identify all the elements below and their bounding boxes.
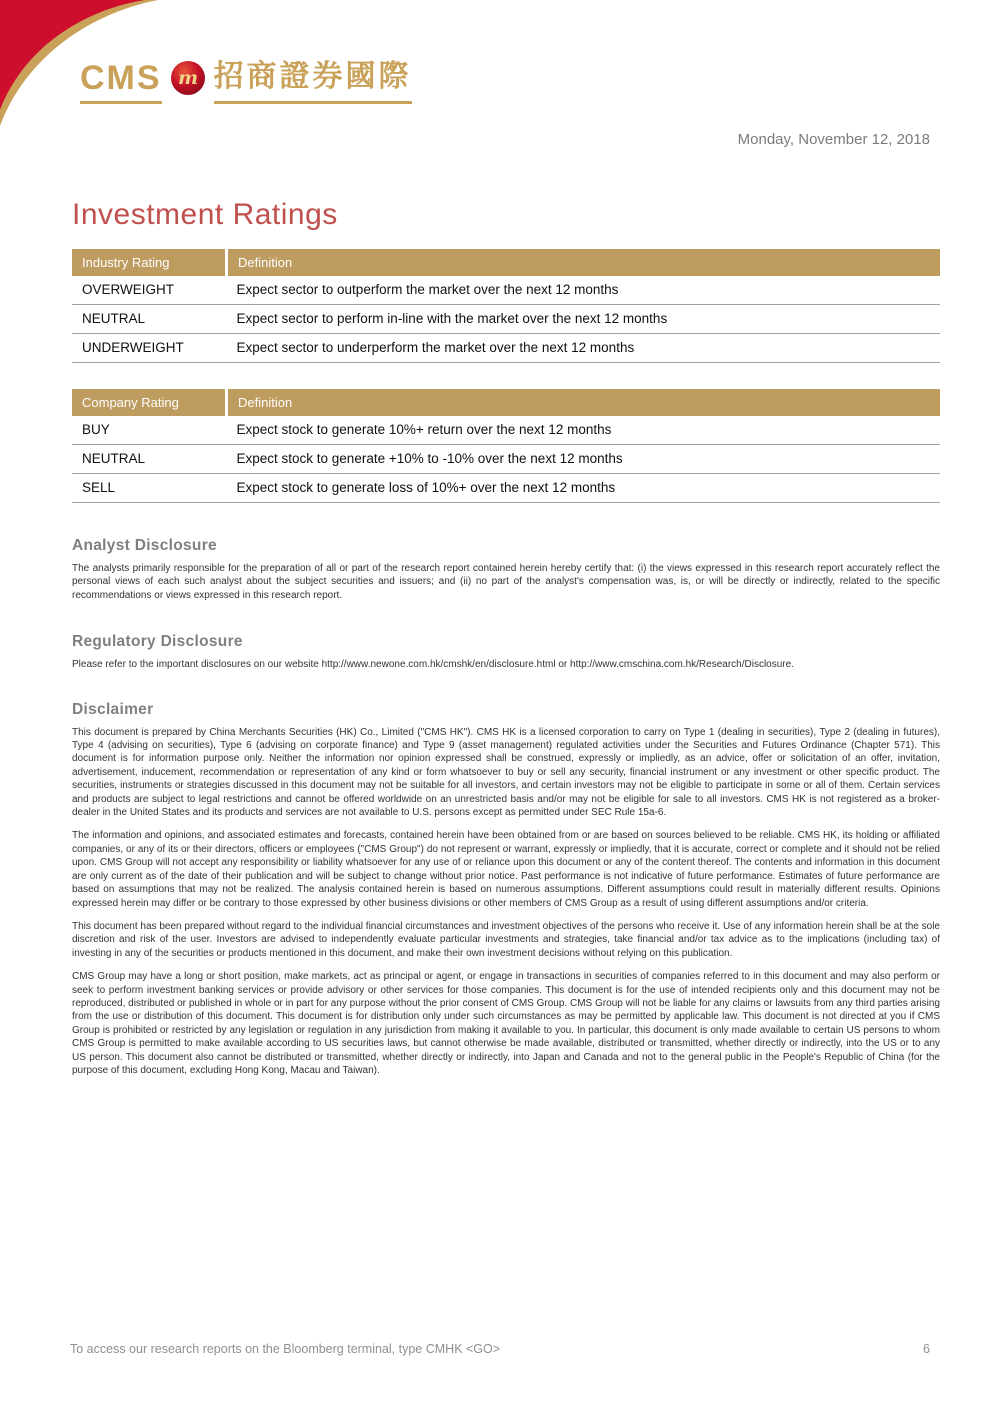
definition-cell: Expect stock to generate 10%+ return over the next 12 months [227, 416, 941, 445]
table-row [72, 416, 940, 445]
table-row [72, 334, 940, 363]
disclaimer-paragraph-2: The information and opinions, and associated estimates and forecasts, contained herein have been obtained from or are based on sources believed to be reliable. CMS HK, its holding or affiliated companies, or any of its or their directors, officers or employees ("CMS Group") do not represent or warrant, expressly or impliedly, that it is accurate, correct or complete and it should not be relied upon. CMS Group will not accept any responsibility or liability whatsoever for any use of or reliance upon this document or any of the content thereof. The contents and information in this document are only current as of the date of their publication and will be subject to change without prior notice. Past performance is not indicative of future performance. Estimates of future performance are based on assumptions that may not be realized. The analysis contained herein is based on numerous assumptions. Different assumptions could result in materially different results. Opinions expressed herein may differ or be contrary to those expressed by other business divisions or other members of CMS Group as a result of using different assumptions and/or criteria. [72, 830, 940, 909]
column-header-industry-rating: Industry Rating [72, 249, 227, 276]
rating-cell: OVERWEIGHT [72, 276, 227, 305]
analyst-disclosure-section [72, 537, 940, 602]
table-row [72, 445, 940, 474]
table-row [72, 305, 940, 334]
definition-cell: Expect sector to outperform the market over the next 12 months [227, 276, 941, 305]
cms-logo-text: CMS [80, 61, 162, 104]
table-row [72, 276, 940, 305]
definition-cell: Expect sector to underperform the market over the next 12 months [227, 334, 941, 363]
definition-cell: Expect stock to generate loss of 10%+ over the next 12 months [227, 474, 941, 503]
rating-cell: SELL [72, 474, 227, 503]
cms-logo [80, 60, 412, 105]
page-footer [70, 1342, 930, 1356]
disclaimer-paragraph-3: This document has been prepared without regard to the individual financial circumstances and investment objectives of the persons who receive it. Use of any information herein shall be at the sole discretion and risk of the user. Investors are advised to independently evaluate particular investments and strategies, take financial and/or tax advice as to the implications (including tax) of investing in any of the securities or products mentioned in this document, and make their own investment decisions without relying on this publication. [72, 920, 940, 959]
cms-m-badge-icon [170, 60, 206, 101]
svg-text:m: m [177, 67, 198, 89]
industry-rating-table [72, 249, 940, 363]
table-row [72, 474, 940, 503]
table-header-row [72, 389, 940, 416]
column-header-definition: Definition [227, 389, 941, 416]
analyst-disclosure-heading: Analyst Disclosure [72, 537, 217, 554]
regulatory-disclosure-section [72, 633, 940, 671]
table-header-row [72, 249, 940, 276]
report-date: Monday, November 12, 2018 [737, 131, 930, 148]
page-title: Investment Ratings [72, 198, 338, 231]
cms-logo-chinese-text: 招商證券國際 [214, 61, 412, 104]
rating-cell: NEUTRAL [72, 305, 227, 334]
disclaimer-paragraph-1: This document is prepared by China Merchants Securities (HK) Co., Limited ("CMS HK"). CMS HK is a licensed corporation to carry on Type 1 (dealing in securities), Type 2 (dealing in futures), Type 4 (advising on securities), Type 6 (advising on corporate finance) and Type 9 (asset management) regulated activities under the Securities and Futures Ordinance (Chapter 571). This document is for information purpose only. Neither the information nor opinion expressed shall be construed, expressly or impliedly, as an advice, offer or solicitation of an offer, invitation, advertisement, inducement, recommendation or representation of any kind or form whatsoever to buy or sell any security, financial instrument or any investment or other specific product. The securities, instruments or strategies discussed in this document may not be suitable for all investors, and certain investors may not be eligible to participate in some or all of them. Certain services and products are subject to legal restrictions and cannot be offered worldwide on an unrestricted basis and/or may not be eligible for sale to all investors. CMS HK is not registered as a broker-dealer in the United States and its products and services are not available to U.S. persons except as permitted under SEC Rule 15a-6. [72, 726, 940, 819]
rating-cell: BUY [72, 416, 227, 445]
column-header-definition: Definition [227, 249, 941, 276]
column-header-company-rating: Company Rating [72, 389, 227, 416]
disclaimer-heading: Disclaimer [72, 700, 154, 718]
rating-cell: UNDERWEIGHT [72, 334, 227, 363]
disclaimer-section [72, 701, 940, 1078]
page-number: 6 [923, 1342, 930, 1356]
company-rating-table [72, 389, 940, 503]
definition-cell: Expect sector to perform in-line with the market over the next 12 months [227, 305, 941, 334]
regulatory-disclosure-heading: Regulatory Disclosure [72, 633, 243, 651]
definition-cell: Expect stock to generate +10% to -10% over the next 12 months [227, 445, 941, 474]
analyst-disclosure-paragraph: The analysts primarily responsible for the preparation of all or part of the research report contained herein hereby certify that: (i) the views expressed in this research report accurately reflect the personal views of each such analyst about the subject securities and issuers; and (ii) no part of the analyst's compensation was, is, or will be directly or indirectly, related to the specific recommendations or views expressed in this research report. [72, 563, 940, 601]
page-content [72, 198, 940, 1077]
regulatory-disclosure-paragraph: Please refer to the important disclosures on our website http://www.newone.com.hk/cmshk/en/disclosure.html or http://www.cmschina.com.hk/Research/Disclosure. [72, 659, 794, 671]
rating-cell: NEUTRAL [72, 445, 227, 474]
disclaimer-paragraph-4: CMS Group may have a long or short position, make markets, act as principal or agent, or engage in transactions in securities of companies referred to in this document and may also perform or seek to perform investment banking services or provide advisory or other services for those companies. This document is for the use of intended recipients only and this document may not be reproduced, distributed or published in whole or in part for any purpose without the prior consent of CMS Group. CMS Group will not be liable for any claims or lawsuits from any third parties arising from the use or distribution of this document. This document is for distribution only under such circumstances as may be permitted by applicable law. This document is not directed at you if CMS Group is prohibited or restricted by any legislation or regulation in any jurisdiction from making it available to you. In particular, this document is only made available to certain US persons to whom CMS Group is permitted to make available according to US securities laws, but cannot otherwise be made available, distributed or transmitted, whether directly or indirectly, into the US or to any US person. This document also cannot be distributed or transmitted, whether directly or indirectly, into Japan and Canada and not to the general public in the People's Republic of China (for the purpose of this document, excluding Hong Kong, Macau and Taiwan). [72, 971, 940, 1076]
footer-note: To access our research reports on the Bloomberg terminal, type CMHK <GO> [70, 1342, 501, 1356]
